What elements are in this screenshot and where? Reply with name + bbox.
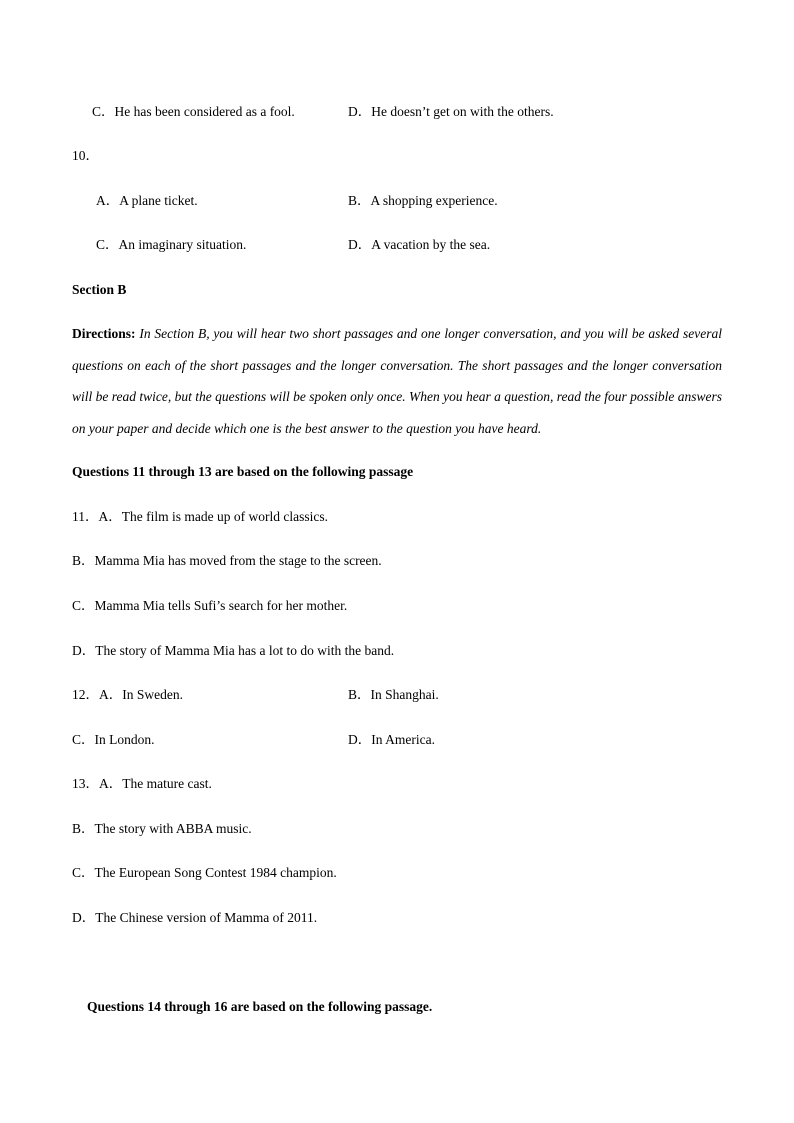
q12-option-c: C．In London. (72, 732, 155, 747)
q9-option-d: D．He doesn’t get on with the others. (348, 104, 554, 119)
q13-option-a: 13．A．The mature cast. (72, 776, 212, 791)
section-b-directions (72, 318, 722, 444)
directions-label: Directions: (72, 326, 136, 341)
q13-option-c: C．The European Song Contest 1984 champion. (72, 865, 337, 880)
q13-option-b: B．The story with ABBA music. (72, 821, 252, 836)
q13-option-d: D．The Chinese version of Mamma of 2011. (72, 910, 318, 925)
q12-option-b: B．In Shanghai. (348, 687, 439, 702)
passage-2-heading: Questions 14 through 16 are based on the following passage. (87, 999, 433, 1014)
q10-option-d: D．A vacation by the sea. (348, 237, 491, 252)
q9-option-c: C．He has been considered as a fool. (92, 104, 295, 119)
directions-text: In Section B, you will hear two short passages and one longer conversation, and you will be asked several questions on each of the short passages and the longer conversation. The short passages and the longer conversation will be read twice, but the questions will be spoken only once. When you hear a question, read the four possible answers on your paper and decide which one is the best answer to the question you have heard. (72, 326, 722, 436)
q11-option-d: D．The story of Mamma Mia has a lot to do with the band. (72, 643, 395, 658)
q10-option-c: C．An imaginary situation. (96, 237, 247, 252)
q10-number: 10． (72, 148, 99, 163)
q12-option-d: D．In America. (348, 732, 435, 747)
q11-option-b: B．Mamma Mia has moved from the stage to the screen. (72, 553, 382, 568)
passage-1-heading: Questions 11 through 13 are based on the following passage (72, 464, 414, 479)
q12-option-a: 12．A．In Sweden. (72, 687, 183, 702)
q11-option-c: C．Mamma Mia tells Sufi’s search for her mother. (72, 598, 348, 613)
q11-option-a: 11．A．The film is made up of world classics. (72, 509, 328, 524)
section-b-title: Section B (72, 282, 127, 297)
q10-option-a: A．A plane ticket. (96, 193, 198, 208)
q10-option-b: B．A shopping experience. (348, 193, 498, 208)
